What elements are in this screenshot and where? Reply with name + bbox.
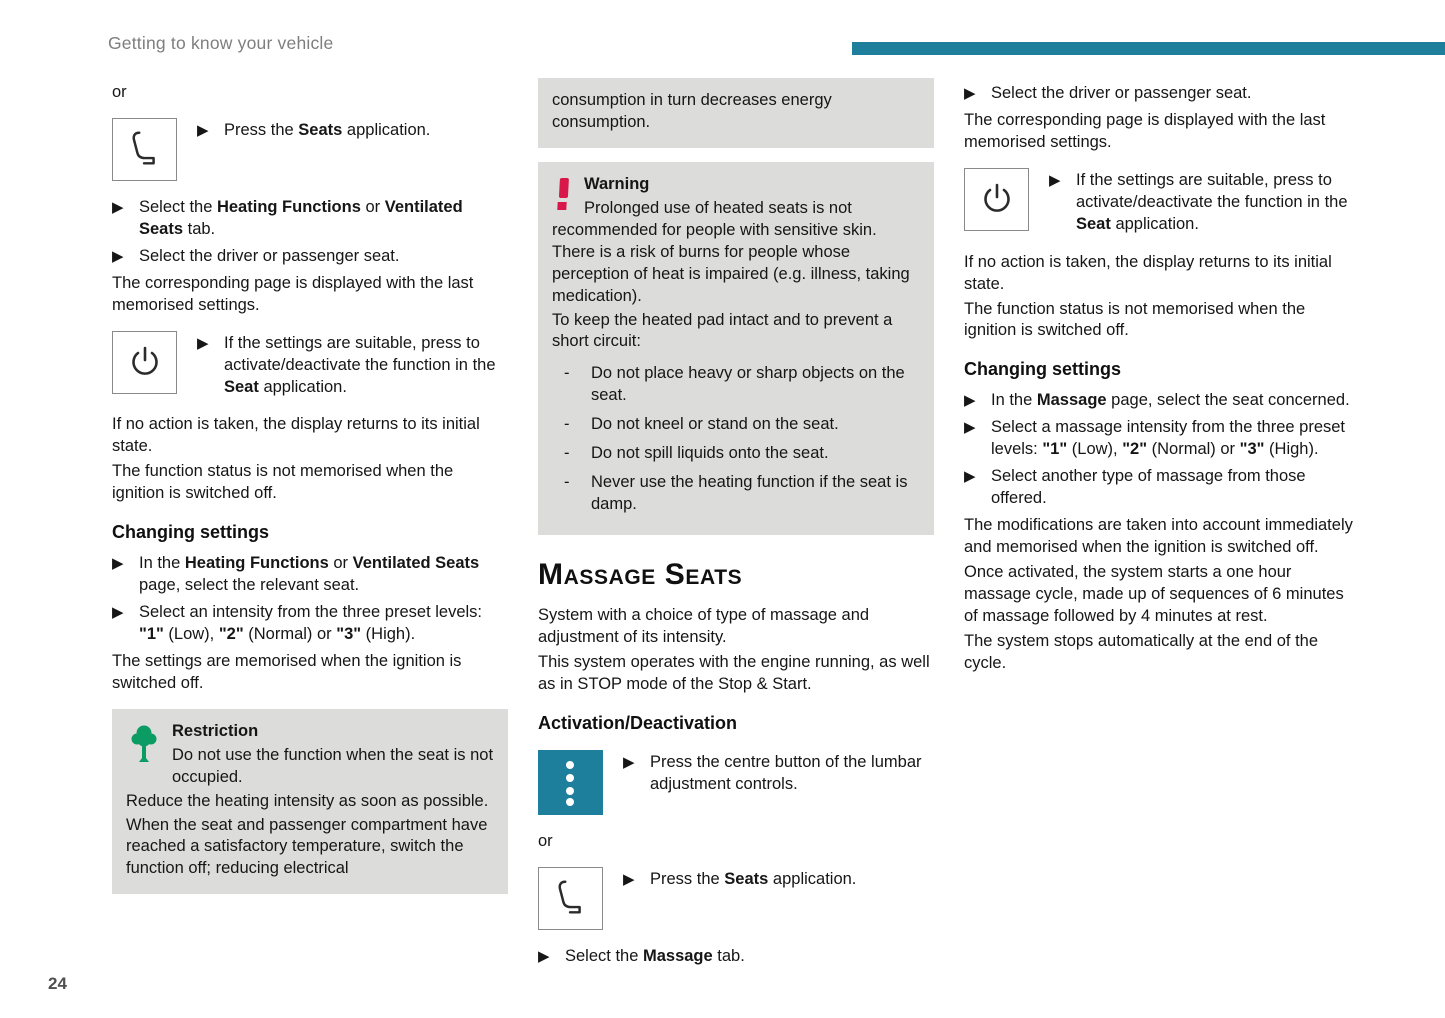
arrow-bullet-icon: ▶ [623, 753, 635, 771]
arrow-bullet-icon: ▶ [964, 419, 976, 437]
arrow-bullet-icon: ▶ [1049, 171, 1061, 189]
warning-list [552, 363, 920, 516]
step-item [197, 120, 508, 181]
subheading-activation-deactivation: Activation/Deactivation [538, 712, 738, 733]
paragraph: The function status is not memorised when the ignition is switched off. [112, 462, 454, 503]
power-icon-glyph [977, 179, 1017, 219]
arrow-bullet-icon: ▶ [538, 947, 550, 965]
paragraph: The system stops automatically at the end of the cycle. [964, 631, 1319, 672]
power-step-row [112, 331, 508, 399]
arrow-bullet-icon: ▶ [197, 121, 209, 139]
step-item [964, 466, 1360, 510]
dash-bullet: - [564, 444, 570, 463]
step-text: Select an intensity from the three preset levels: "1" (Low), "2" (Normal) or "3" (High). [139, 603, 483, 643]
dash-bullet: - [564, 473, 570, 492]
step-item [964, 83, 1360, 105]
column-2 [538, 78, 934, 972]
warning-exclamation-glyph [555, 177, 571, 211]
paragraph: If no action is taken, the display returns to its initial state. [112, 415, 480, 456]
paragraph: This system operates with the engine running, as well as in STOP mode of the Stop & Start. [538, 652, 930, 693]
page-number: 24 [48, 974, 67, 993]
or-label: or [112, 83, 127, 101]
warning-list-text: Do not place heavy or sharp objects on the seat. [591, 364, 905, 405]
column-3 [964, 78, 1360, 972]
paragraph: If no action is taken, the display returns to its initial state. [964, 252, 1332, 293]
warning-title: Warning [584, 174, 650, 193]
power-icon [112, 331, 177, 394]
eco-tree-icon-glyph [129, 724, 159, 764]
step-text: Press the Seats application. [224, 120, 431, 139]
arrow-bullet-icon: ▶ [112, 247, 124, 265]
arrow-bullet-icon: ▶ [623, 870, 635, 888]
step-text: Select the driver or passenger seat. [139, 246, 400, 265]
dash-bullet: - [564, 364, 570, 383]
step-text: Select another type of massage from those offered. [991, 467, 1306, 508]
power-icon [964, 168, 1029, 231]
warning-list-text: Never use the heating function if the seat is damp. [591, 473, 908, 514]
power-step-row [964, 168, 1360, 236]
seat-icon-glyph [550, 877, 592, 919]
seats-app-step-row [538, 867, 934, 930]
restriction-note-continuation-box [538, 78, 934, 148]
step-item [964, 417, 1360, 461]
section-title-massage-seats: Massage Seats [538, 558, 743, 591]
dash-bullet: - [564, 415, 570, 434]
warning-exclamation-icon [555, 177, 571, 211]
arrow-bullet-icon: ▶ [112, 604, 124, 621]
step-text: In the Massage page, select the seat concerned. [991, 391, 1350, 410]
restriction-continuation-text: consumption in turn decreases energy consumption. [552, 91, 832, 131]
paragraph: Once activated, the system starts a one hour massage cycle, made up of sequences of 6 minutes of massage followed by 4 minutes at rest. [964, 562, 1344, 625]
subheading-changing-settings: Changing settings [112, 522, 269, 543]
arrow-bullet-icon: ▶ [197, 334, 209, 352]
arrow-bullet-icon: ▶ [112, 555, 124, 573]
arrow-bullet-icon: ▶ [964, 468, 976, 486]
warning-text: To keep the heated pad intact and to prevent a short circuit: [552, 310, 893, 351]
step-item [112, 553, 508, 597]
content-columns [112, 78, 1360, 972]
arrow-bullet-icon: ▶ [964, 85, 976, 102]
step-item [1049, 170, 1360, 236]
column-1 [112, 78, 508, 972]
step-text: Press the Seats application. [650, 869, 857, 888]
paragraph: System with a choice of type of massage and adjustment of its intensity. [538, 605, 870, 646]
restriction-text: When the seat and passenger compartment have reached a satisfactory temperature, switch the function off; reducing electrical [126, 815, 488, 878]
step-text: If the settings are suitable, press to activate/deactivate the function in the Seat application. [224, 333, 496, 396]
restriction-note-box [112, 709, 508, 895]
warning-list-item [552, 443, 920, 465]
step-item [112, 197, 508, 241]
arrow-bullet-icon: ▶ [964, 392, 976, 410]
step-text: Select the Heating Functions or Ventilated Seats tab. [139, 197, 463, 238]
paragraph: The corresponding page is displayed with the last memorised settings. [112, 273, 474, 314]
step-item [623, 752, 934, 815]
seat-icon [538, 867, 603, 930]
seat-icon-glyph [124, 128, 166, 170]
paragraph: The function status is not memorised when the ignition is switched off. [964, 299, 1306, 340]
lumbar-control-icon-glyph [538, 750, 603, 815]
or-label: or [538, 831, 553, 850]
header-accent-bar [852, 42, 1445, 55]
lumbar-control-icon [538, 750, 603, 815]
power-icon-glyph [125, 342, 165, 382]
paragraph: The corresponding page is displayed with the last memorised settings. [964, 110, 1326, 151]
warning-list-item [552, 414, 920, 436]
step-item [538, 946, 934, 968]
restriction-text: Reduce the heating intensity as soon as possible. [126, 791, 489, 810]
warning-text: Prolonged use of heated seats is not recommended for people with sensitive skin. There is a risk of burns for people whose perception of heat is impaired (e.g. illness, taking medication). [552, 198, 910, 305]
step-text: Press the centre button of the lumbar adjustment controls. [650, 752, 922, 793]
seat-icon [112, 118, 177, 181]
page-header-title: Getting to know your vehicle [108, 33, 334, 53]
warning-list-item [552, 472, 920, 516]
restriction-title: Restriction [172, 721, 259, 740]
step-text: If the settings are suitable, press to activate/deactivate the function in the Seat application. [1076, 170, 1348, 233]
step-item [964, 390, 1360, 412]
paragraph: The modifications are taken into account immediately and memorised when the ignition is switched off. [964, 516, 1353, 556]
step-text: Select the driver or passenger seat. [991, 84, 1252, 102]
seats-app-step-row [112, 118, 508, 181]
lumbar-control-step-row [538, 750, 934, 815]
step-item [197, 333, 508, 399]
step-item [112, 602, 508, 646]
arrow-bullet-icon: ▶ [112, 198, 124, 216]
step-text: Select a massage intensity from the three preset levels: "1" (Low), "2" (Normal) or "3" (High). [991, 418, 1346, 459]
step-text: In the Heating Functions or Ventilated Seats page, select the relevant seat. [139, 554, 480, 595]
step-item [112, 246, 508, 268]
subheading-changing-settings: Changing settings [964, 359, 1121, 380]
warning-list-text: Do not kneel or stand on the seat. [591, 415, 839, 434]
eco-tree-icon [129, 724, 159, 771]
warning-note-box [538, 162, 934, 535]
warning-list-text: Do not spill liquids onto the seat. [591, 444, 829, 463]
step-text: Select the Massage tab. [565, 946, 745, 965]
paragraph: The settings are memorised when the ignition is switched off. [112, 651, 462, 692]
step-item [623, 869, 934, 930]
restriction-text: Do not use the function when the seat is not occupied. [172, 745, 494, 786]
warning-list-item [552, 363, 920, 407]
